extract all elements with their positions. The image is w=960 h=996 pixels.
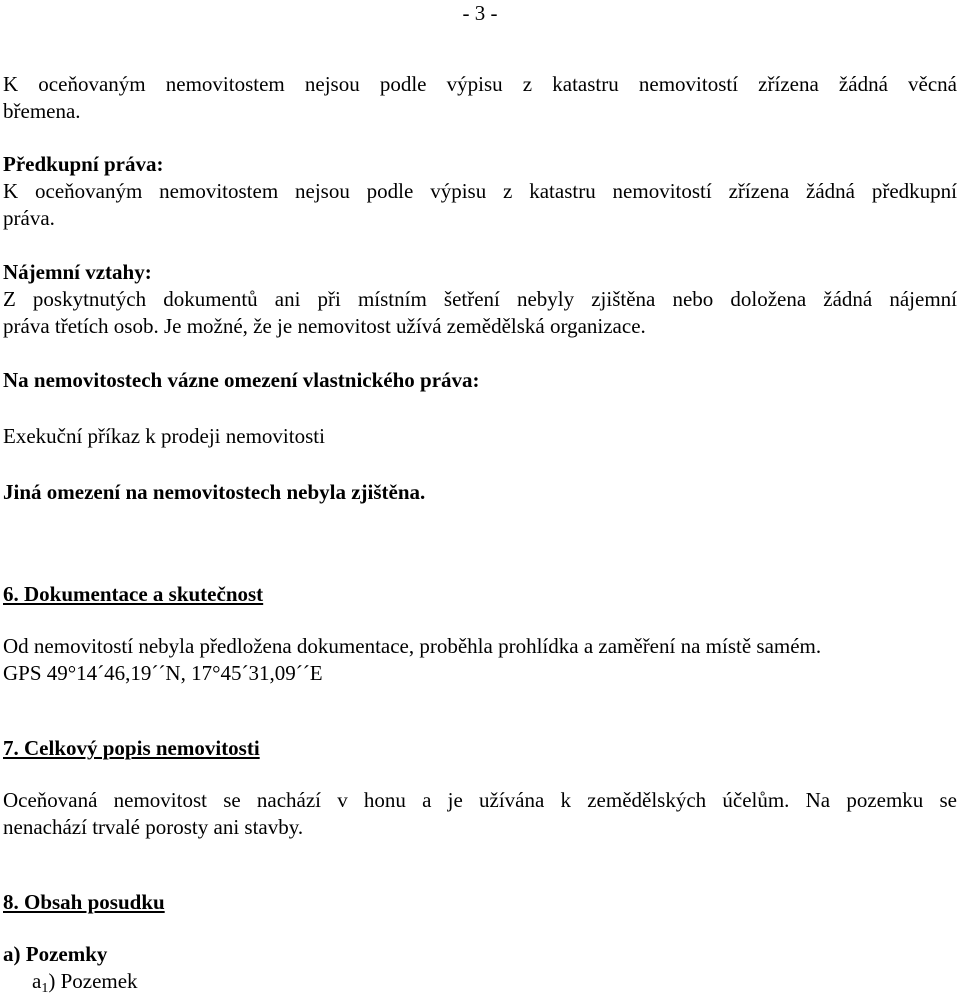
section-6-heading-block [3,581,957,608]
pozemek-item [3,968,957,995]
section-6-line-1: Od nemovitostí nebyla předložena dokumentace, proběhla prohlídka a zaměření na místě samém. [3,634,822,658]
lease-heading: Nájemní vztahy: [3,260,152,284]
easements-line-2: břemena. [3,99,81,123]
preemption-section [3,151,957,232]
section-7-body [3,787,957,841]
section-6-heading: 6. Dokumentace a skutečnost [3,582,264,606]
restrictions-item: Exekuční příkaz k prodeji nemovitosti [3,424,325,448]
section-8-heading: 8. Obsah posudku [3,890,165,914]
pozemek-item-label: ) Pozemek [48,969,138,993]
restrictions-item-block [3,423,957,450]
section-8-body [3,941,957,995]
pozemek-item-prefix: a [32,969,42,993]
section-6-body [3,633,957,687]
preemption-heading: Předkupní práva: [3,152,164,176]
restrictions-note-block [3,479,957,506]
pozemek-item-subscript: 1 [41,981,49,996]
section-8-subheading: a) Pozemky [3,942,108,966]
lease-line-2: práva třetích osob. Je možné, že je nemovitost užívá zemědělská organizace. [3,314,646,338]
restrictions-note: Jiná omezení na nemovitostech nebyla zjištěna. [3,480,426,504]
restrictions-heading-block [3,367,957,394]
lease-section [3,259,957,340]
section-8-heading-block [3,889,957,916]
section-7-line-2: nenachází trvalé porosty ani stavby. [3,815,304,839]
section-7-heading: 7. Celkový popis nemovitosti [3,736,260,760]
easements-line-1: K oceňovaným nemovitostem nejsou podle výpisu z katastru nemovitostí zřízena žádná věcná [3,72,957,96]
section-7-heading-block [3,735,957,762]
page-number: - 3 - [462,1,498,25]
gps-coordinates: GPS 49°14´46,19´´N, 17°45´31,09´´E [3,661,323,685]
lease-line-1: Z poskytnutých dokumentů ani při místním šetření nebyly zjištěna nebo doložena žádná nájemní [3,287,957,311]
restrictions-heading: Na nemovitostech vázne omezení vlastnického práva: [3,368,480,392]
easements-paragraph [3,71,957,125]
preemption-line-2: práva. [3,206,55,230]
section-7-line-1: Oceňovaná nemovitost se nachází v honu a je užívána k zemědělských účelům. Na pozemku se [3,788,957,812]
preemption-line-1: K oceňovaným nemovitostem nejsou podle výpisu z katastru nemovitostí zřízena žádná předkupní [3,179,957,203]
